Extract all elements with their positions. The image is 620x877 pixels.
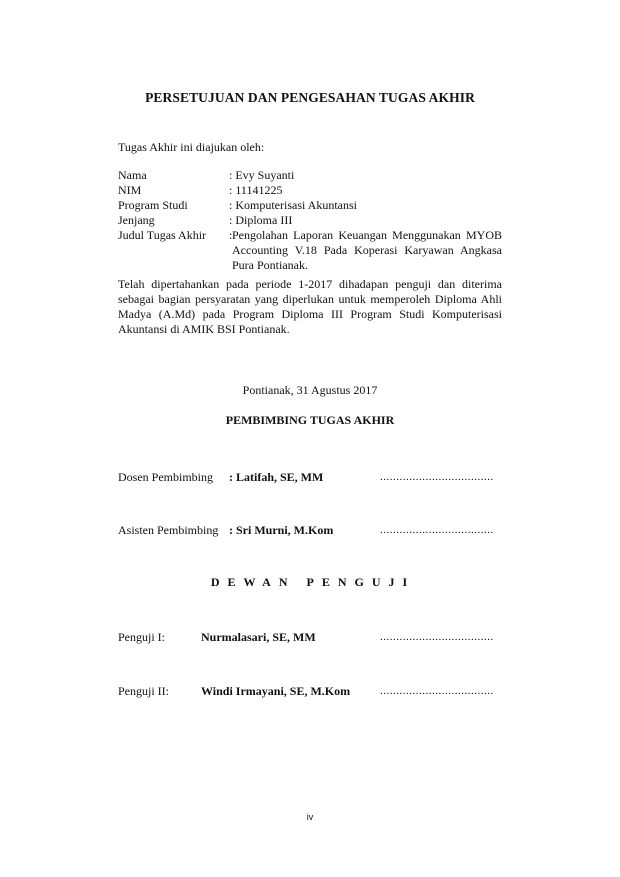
examiner-2-signature-line: ................................... [380,685,494,697]
nim-label: NIM [118,183,142,197]
examiner-1-name: Nurmalasari, SE, MM [201,630,316,644]
level-label: Jenjang [118,213,155,227]
supervisor-name: : Latifah, SE, MM [229,470,324,484]
place-date: Pontianak, 31 Agustus 2017 [242,383,378,397]
assistant-supervisor-signature-line: ................................... [380,524,494,536]
level-value: : Diploma III [229,213,293,227]
page-title: PERSETUJUAN DAN PENGESAHAN TUGAS AKHIR [145,90,475,105]
supervisor-label: Dosen Pembimbing [118,470,213,484]
thesis-title-colon: : [229,228,233,242]
nim-value: : 11141225 [229,183,283,197]
thesis-title-value: Pengolahan Laporan Keuangan Menggunakan MYOB Accounting V.18 Pada Koperasi Karyawan Angkasa Pura Pontianak. [232,228,502,272]
supervisor-signature-line: ................................... [380,471,494,483]
page-number: iv [306,812,314,822]
program-value: : Komputerisasi Akuntansi [229,198,357,212]
name-label: Nama [118,168,147,182]
examiner-1-signature-line: ................................... [380,631,494,643]
assistant-supervisor-label: Asisten Pembimbing [118,523,219,537]
program-label: Program Studi [118,198,188,212]
examiner-2-label: Penguji II: [118,684,169,698]
intro-text: Tugas Akhir ini diajukan oleh: [118,140,265,154]
assistant-supervisor-name: : Sri Murni, M.Kom [229,523,334,537]
examiner-1-label: Penguji I: [118,630,165,644]
supervisor-heading: PEMBIMBING TUGAS AKHIR [225,413,395,427]
name-value: : Evy Suyanti [229,168,295,182]
thesis-title-label: Judul Tugas Akhir [118,228,207,242]
approval-paragraph: Telah dipertahankan pada periode 1-2017 dihadapan penguji dan diterima sebagai bagian persyaratan yang diperlukan untuk memperoleh Diploma Ahli Madya (A.Md) pada Program Diploma III Program Studi Komputerisasi Akuntansi di AMIK BSI Pontianak. [118,277,502,336]
examiner-heading: DEWAN PENGUJI [210,575,416,589]
examiner-2-name: Windi Irmayani, SE, M.Kom [201,684,351,698]
